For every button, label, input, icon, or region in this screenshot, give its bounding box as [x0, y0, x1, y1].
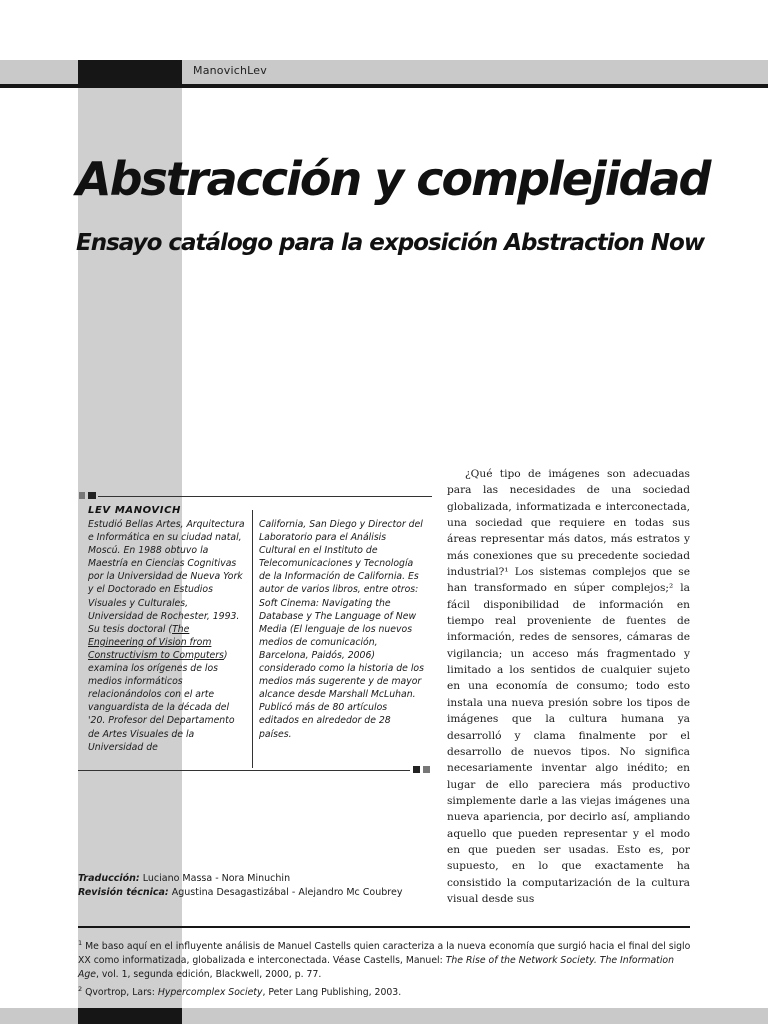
footnote-2 [78, 982, 692, 1000]
translation-label: Traducción: [78, 873, 140, 884]
bio-thesis-title: The Engineering of Vision from Constructivism to Computers [88, 623, 224, 661]
translation-value: Luciano Massa - Nora Minuchin [142, 873, 291, 884]
footnote-book-title: The Rise of the Network Society. The Information Age [78, 955, 674, 981]
article-title: Abstracción y complejidad [76, 152, 710, 206]
bio-column-1 [88, 518, 246, 754]
bio-divider [252, 510, 253, 768]
translation-credit [78, 872, 402, 886]
footnote-text: Me baso aquí en el influyente análisis de Manuel Castells quien caracteriza a la nueva economía que surgió hacia el final del siglo XX como informatizada, globalizada e interconectada. Véase Castells, Manuel: [78, 941, 691, 967]
review-label: Revisión técnica: [78, 887, 169, 898]
bio-text: ) examina los orígenes de los medios informáticos relacionándolos con el arte vanguardista de la década del '20. Profesor del Departamento de Artes Visuales de la Universidad de [88, 649, 235, 753]
bio-rule [78, 770, 410, 771]
bio-rule [98, 496, 432, 497]
bio-text: Estudió Bellas Artes, Arquitectura e Informática en su ciudad natal, Moscú. En 1988 obtuvo la Maestría en Ciencias Cognitivas por la Universidad de Nueva York y el Doctorado en Estudios Visuales y Culturales, Universidad de Rochester, 1993. Su tesis doctoral ( [88, 519, 245, 635]
bio-marker [88, 492, 96, 499]
bio-column-2: California, San Diego y Director del Laboratorio para el Análisis Cultural en el Instituto de Telecomunicaciones y Tecnología de la Información de California. Es autor de varios libros, entre otros: Soft Cinema: Navigating the Database y The Language of New Media (El lenguaje de los nuevos medios de comunicación, Barcelona, Paidós, 2006) considerado como la historia de los medios más sugerente y de mayor alcance desde Marshall McLuhan. Publicó más de 80 artículos editados en alrededor de 28 países. [259, 519, 424, 740]
body-paragraph: ¿Qué tipo de imágenes son adecuadas para las necesidades de una sociedad globalizada, informatizada e interconectada, una sociedad que requiere en todas sus áreas representar más datos, más estratos y más conexiones que su precedente sociedad industrial?¹ Los sistemas complejos que se han transformado en súper complejos;² la fácil disponibilidad de información en tiempo real proveniente de fuentes de información, redes de sensores, cámaras de vigilancia; un acceso más fragmentado y limitado a los sentidos de cualquier sujeto en una economía de consumo; todo esto instala una nueva presión sobre los tipos de imágenes que la cultura humana ya desarrolló y clama finalmente por el desarrollo de nuevos tipos. No significa necesariamente inventar algo inédito; en lugar de ello pareciera más productivo simplemente darle a las viejas imágenes una nueva apariencia, por decirlo así, ampliando aquello que pueden representar y el modo en que pueden ser usadas. Esto es, por supuesto, en lo que exactamente ha consistido la computarización de la cultura visual desde sus [447, 468, 690, 905]
footnote-number: 2 [78, 985, 83, 994]
footnote-text: , vol. 1, segunda edición, Blackwell, 2000, p. 77. [95, 969, 322, 981]
footnote-number: 1 [78, 939, 83, 947]
bio-marker [423, 766, 430, 773]
body-text [447, 466, 690, 906]
footer-tab [78, 1008, 182, 1024]
bio-marker [413, 766, 420, 773]
article-subtitle: Ensayo catálogo para la exposición Abstraction Now [76, 230, 705, 256]
bio-author-name: LEV MANOVICH [88, 505, 181, 516]
footnote-text: Qvortrop, Lars: [85, 987, 158, 999]
footnotes [78, 936, 692, 1000]
footnote-rule [78, 926, 690, 928]
review-credit [78, 886, 402, 900]
footnote-book-title: Hypercomplex Society [157, 987, 263, 999]
review-value: Agustina Desagastizábal - Alejandro Mc Coubrey [171, 887, 403, 898]
footnote-1 [78, 936, 692, 982]
header-tab [78, 60, 182, 84]
footnote-text: , Peter Lang Publishing, 2003. [262, 987, 402, 999]
credits [78, 872, 402, 900]
running-head: ManovichLev [193, 64, 267, 77]
bio-marker [79, 492, 85, 499]
